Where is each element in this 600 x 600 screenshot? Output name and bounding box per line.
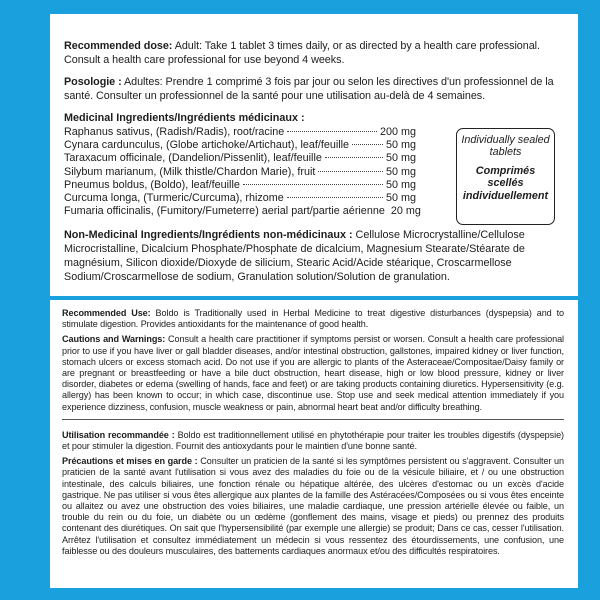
ingredient-amount: 50 mg [385, 178, 416, 191]
recommended-dose-label: Recommended dose: [64, 40, 173, 52]
leader-dots [352, 144, 383, 145]
leader-dots [318, 171, 383, 172]
recommended-dose-text: Adult: Take 1 tablet 3 times daily, or as directed by a health care professional. Consult a health care professional for use beyond 4 weeks. [64, 40, 540, 66]
recommended-use-en-label: Recommended Use: [62, 308, 151, 318]
recommended-use-en [62, 308, 564, 330]
ingredient-amount: 20 mg [390, 205, 421, 218]
ingredient-name: Fumaria officinalis, (Fumitory/Fumeterre) aerial part/partie aérienne [64, 205, 385, 218]
non-medicinal-ingredients [64, 229, 564, 284]
leader-dots [287, 131, 377, 132]
sealed-tablets-fr: Comprimés scellés individuellement [462, 164, 549, 202]
ingredient-row [64, 205, 421, 218]
ingredient-amount: 200 mg [379, 125, 416, 138]
posologie-text: Adultes: Prendre 1 comprimé 3 fois par jour ou selon les directives d'un professionnel de la santé. Consulter un professionnel de la santé pour une utilisation au-delà de 4 semaines. [64, 76, 554, 102]
ingredient-name: Taraxacum officinale, (Dandelion/Pissenlit), leaf/feuille [64, 152, 322, 165]
ingredient-row [64, 192, 416, 205]
cautions-fr [62, 456, 564, 557]
ingredient-name: Raphanus sativus, (Radish/Radis), root/racine [64, 125, 285, 138]
label-bottom-panel [50, 300, 578, 588]
medicinal-ingredients-title: Medicinal Ingredients/Ingrédients médicinaux : [64, 112, 305, 125]
section-divider [62, 419, 564, 420]
cautions-fr-label: Précautions et mises en garde : [62, 456, 198, 467]
ingredient-row [64, 166, 416, 179]
recommended-dose [64, 40, 564, 67]
recommended-use-fr-text: Boldo est traditionnellement utilisé en phytothérapie pour traiter les troubles digestifs (dyspepsie) et pour stimuler la digestion. Fournit des antioxydants pour le maintien d'une bonne santé. [62, 429, 564, 452]
leader-dots [287, 197, 383, 198]
ingredient-name: Curcuma longa, (Turmeric/Curcuma), rhizome [64, 191, 284, 204]
sealed-tablets-box [456, 128, 555, 225]
recommended-use-fr-label: Utilisation recommandée : [62, 429, 175, 440]
ingredient-amount: 50 mg [385, 152, 416, 165]
cautions-en-label: Cautions and Warnings: [62, 334, 166, 345]
ingredient-name: Pneumus boldus, (Boldo), leaf/feuille [64, 178, 240, 191]
ingredient-row [64, 152, 416, 165]
cautions-en [62, 334, 564, 412]
leader-dots [243, 184, 383, 185]
posologie [64, 76, 564, 103]
ingredient-row [64, 139, 416, 152]
cautions-fr-text: Consulter un praticien de la santé si les symptômes persistent ou s'aggravent. Consulter un praticien de la santé avant l'utilisation si vous avez des maladies du foie ou de la vésicule biliaire, et / ou une obstruction intestinale, des calculs biliaires, une fonction rénale ou hépatique altérée, des ulcères d'estomac ou un excès d'acide gastrique. Ne pas utiliser si vous êtes allergique aux plantes de la famille des Astéracées/Composées ou si vous êtes enceinte ou allaitez ou avez une obstruction des voies biliaires, une maladie cardiaque, une pression artérielle élevée ou faible, un trouble du rein ou du foie, un diabète ou un œdème (gonflement des mains, visage et pieds) ou prennez des produits contenant des diurétiques. On sait que l'hypersensibilité (par exemple une allergie) se produit; Dans ce cas, cesser l'utilisation. Arrêtez l'utilisation et consultez immédiatement un médecin si vous ressentez des étourdissements, une confusion, une faiblesse ou des douleurs musculaires, des battements cardiaques anormaux et/ou des difficultés respiratoires. [62, 456, 564, 556]
ingredient-amount: 50 mg [385, 139, 416, 152]
cautions-en-text: Consult a health care practitioner if symptoms persist or worsen. Consult a health care professional prior to use if you have liver or gall bladder diseases, and/or intestinal obstruction, gallstones, impaired kidney or liver function, stomach ulcers or excess stomach acid. Do not use if you are allergic to plants of the Asteraceae/Compositae/Daisy family or are pregnant or breastfeeding or have a bile duct obstruction, heart disease, high or low blood pressure, kidney or liver disorder, diabetes or edema (swelling of hands, face and feet) or are taking products containing diuretics. Hypersensitivity (e.g. allergy) has been known to occur; in which case, discontinue use. Stop use and seek medical attention immediately if you experience dizziness, confusion, muscle weakness or pain, abnormal heart beat and/or difficulty breathing. [62, 334, 564, 412]
recommended-use-fr [62, 430, 564, 452]
non-medicinal-text: Cellulose Microcrystalline/Cellulose Microcristalline, Dicalcium Phosphate/Phosphate de dicalcium, Magnesium Stearate/Stéarate de magnésium, Silicon dioxide/Dioxyde de silicium, Stearic Acid/Acide stéarique, Croscarmellose Sodium/Croscarmellose de sodium, Granulation solution/Solution de granulation. [64, 229, 525, 283]
ingredient-row [64, 179, 416, 192]
non-medicinal-label: Non-Medicinal Ingredients/Ingrédients non-médicinaux : [64, 229, 353, 242]
ingredient-amount: 50 mg [385, 165, 416, 178]
ingredient-name: Silybum marianum, (Milk thistle/Chardon Marie), fruit [64, 165, 316, 178]
posologie-label: Posologie : [64, 76, 122, 89]
recommended-use-en-text: Boldo is Traditionally used in Herbal Medicine to treat digestive disturbances (dyspepsia) and to stimulate digestion. Provides antioxidants for the maintenance of good health. [62, 308, 564, 330]
ingredient-row [64, 126, 416, 139]
sealed-tablets-en: Individually sealed tablets [461, 134, 550, 159]
ingredient-name: Cynara cardunculus, (Globe artichoke/Artichaut), leaf/feuille [64, 139, 350, 152]
ingredient-amount: 50 mg [385, 191, 416, 204]
label-top-panel [50, 14, 578, 296]
leader-dots [325, 157, 383, 158]
